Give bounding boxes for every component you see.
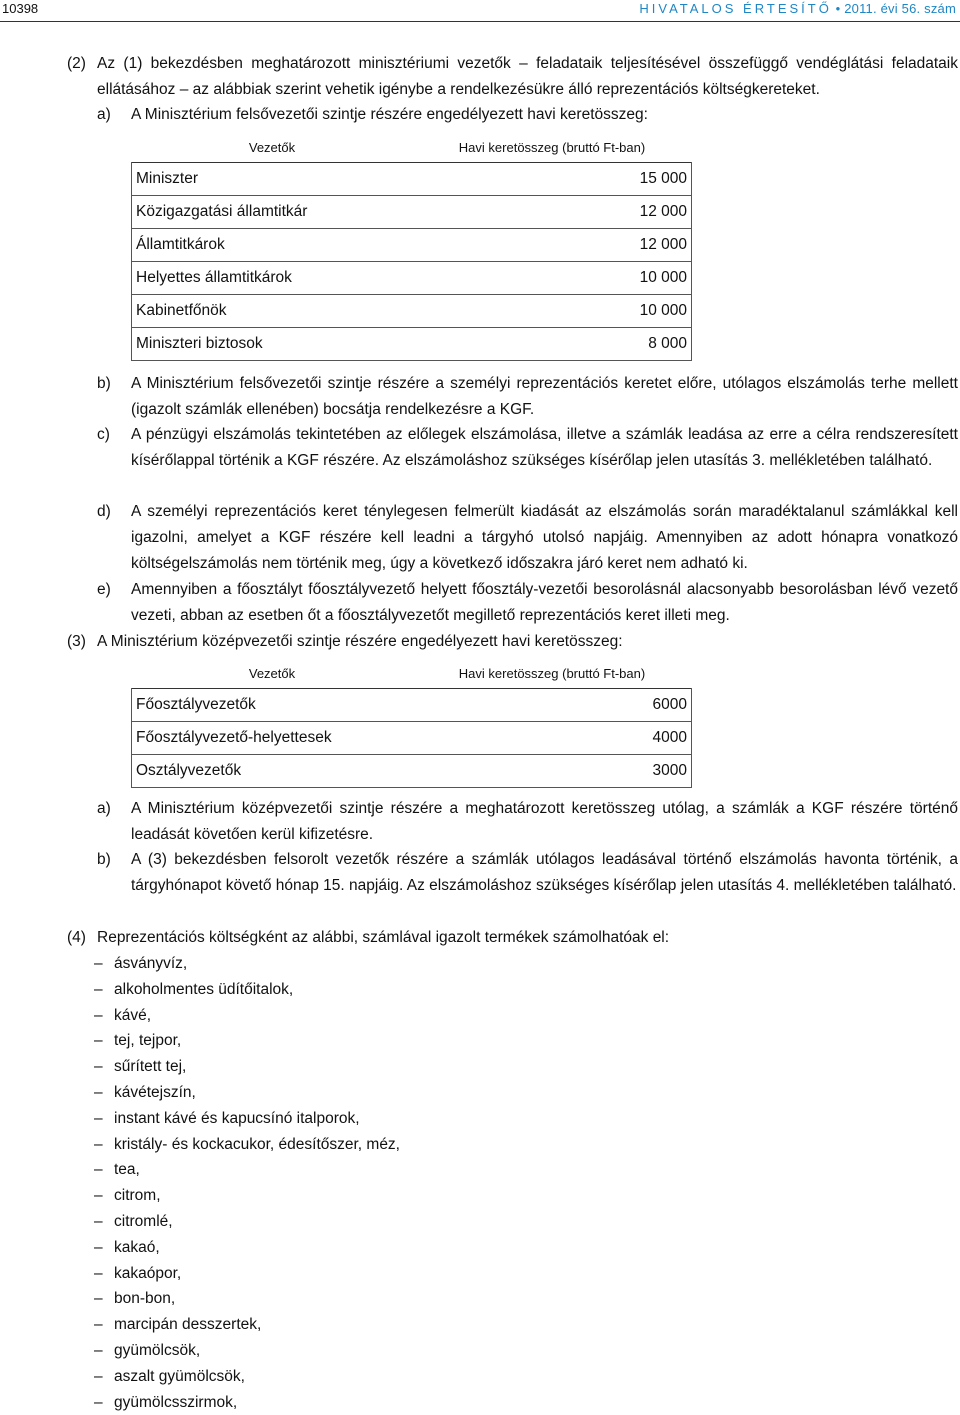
row-value: 10 000 — [413, 262, 692, 295]
dash-bullet: – — [94, 1341, 103, 1359]
dash-bullet: – — [94, 1161, 103, 1179]
table-header-row — [132, 658, 692, 689]
table-row — [132, 328, 692, 361]
row-name: Közigazgatási államtitkár — [132, 196, 413, 229]
list-item — [94, 1080, 400, 1106]
row-value: 15 000 — [413, 163, 692, 196]
header-rule — [0, 21, 960, 22]
section-2-item-d-text: A személyi reprezentációs keret ténylegesen felmerült kiadását az elszámolás során maradéktalanul számlákkal kell igazolni, amelyet a KGF részére kell leadni a tárgyhó utolsó napjáig. Amennyiben az adott hónapra vonatkozó költségelszámolás nem történik meg, úgy a következő időszakra járó keret nem adható ki. — [131, 503, 958, 572]
product-name: marcipán desszertek, — [114, 1316, 262, 1334]
section-2-item-e-text: Amennyiben a főosztályt főosztályvezető helyett főosztály-vezetői besorolásnál alacsonyabb besorolásban lévő vezető vezeti, abban az esetben őt a főosztályvezetőt megillető reprezentációs keret illeti meg. — [131, 581, 958, 624]
product-name: tea, — [114, 1161, 140, 1179]
row-name: Főosztályvezető-helyettesek — [132, 722, 413, 755]
product-name: aszalt gyümölcsök, — [114, 1367, 245, 1385]
section-2-text: Az (1) bekezdésben meghatározott minisztériumi vezetők – feladataik teljesítésével összefüggő vendéglátási feladataik ellátásához – az alábbiak szerint vehetik igénybe a rendelkezésükre álló reprezentációs költségkereteket. — [97, 55, 958, 98]
page-header — [0, 0, 960, 22]
dash-bullet: – — [94, 1212, 103, 1230]
list-item — [94, 1003, 400, 1029]
dash-bullet: – — [94, 1290, 103, 1308]
list-item — [94, 1183, 400, 1209]
page-number: 10398 — [2, 1, 39, 16]
row-name: Helyettes államtitkárok — [132, 262, 413, 295]
product-name: citrom, — [114, 1187, 161, 1205]
dash-bullet: – — [94, 1058, 103, 1076]
row-value: 4000 — [413, 722, 692, 755]
product-name: tej, tejpor, — [114, 1032, 182, 1050]
dash-bullet: – — [94, 1238, 103, 1256]
product-name: alkoholmentes üdítőitalok, — [114, 980, 294, 998]
row-name: Kabinetfőnök — [132, 295, 413, 328]
table-row — [132, 755, 692, 788]
section-2-item-b-text: A Minisztérium felsővezetői szintje részére a személyi reprezentációs keretet előre, utólagos elszámolás terhe mellett (igazolt számlák ellenében) bocsátja rendelkezésre a KGF. — [131, 375, 958, 418]
section-3-text: A Minisztérium középvezetői szintje részére engedélyezett havi keretösszeg: — [97, 633, 623, 650]
list-item — [94, 1157, 400, 1183]
row-name: Államtitkárok — [132, 229, 413, 262]
section-3-item-b-label: b) — [97, 851, 111, 868]
list-item — [94, 1028, 400, 1054]
section-2-item-d-label: d) — [97, 503, 111, 520]
row-name: Főosztályvezetők — [132, 689, 413, 722]
list-item — [94, 1106, 400, 1132]
list-item — [94, 951, 400, 977]
list-item — [94, 1209, 400, 1235]
table-header-row — [132, 132, 692, 163]
list-item — [94, 1132, 400, 1158]
row-name: Miniszteri biztosok — [132, 328, 413, 361]
dash-bullet: – — [94, 1083, 103, 1101]
list-item — [94, 1390, 400, 1415]
table-row — [132, 163, 692, 196]
dash-bullet: – — [94, 1264, 103, 1282]
column-header-amount: Havi keretösszeg (bruttó Ft-ban) — [458, 665, 646, 681]
list-item — [94, 1312, 400, 1338]
section-2-item-a-label: a) — [97, 106, 111, 123]
product-list — [94, 951, 400, 1415]
product-name: ásványvíz, — [114, 955, 188, 972]
list-item — [94, 1235, 400, 1261]
section-3-item-b-text: A (3) bekezdésben felsorolt vezetők részére a számlák utólagos leadásával történő elszámolás havonta történik, a tárgyhónapot követő hónap 15. napjáig. Az elszámoláshoz szükséges kísérőlap jelen utasítás 4. mellékletében található. — [131, 851, 958, 894]
section-2-item-c-text: A pénzügyi elszámolás tekintetében az előlegek elszámolása, illetve a számlák leadása az erre a célra rendszeresített kísérőlappal történik a KGF részére. Az elszámoláshoz szükséges kísérőlap jelen utasítás 3. mellékletében található. — [131, 426, 958, 469]
row-value: 12 000 — [413, 196, 692, 229]
dash-bullet: – — [94, 1393, 103, 1411]
row-value: 12 000 — [413, 229, 692, 262]
list-item — [94, 1364, 400, 1390]
section-4-number: (4) — [67, 929, 86, 946]
table-row — [132, 722, 692, 755]
dash-bullet: – — [94, 1316, 103, 1334]
row-name: Miniszter — [132, 163, 413, 196]
column-header-leaders: Vezetők — [248, 139, 296, 155]
column-header-leaders: Vezetők — [248, 665, 296, 681]
dash-bullet: – — [94, 1135, 103, 1153]
list-item — [94, 977, 400, 1003]
table-row — [132, 229, 692, 262]
product-name: sűrített tej, — [114, 1058, 187, 1076]
product-name: citromlé, — [114, 1212, 173, 1230]
dash-bullet: – — [94, 1109, 103, 1127]
section-3-item-a-label: a) — [97, 800, 111, 817]
section-2-item-a-text: A Minisztérium felsővezetői szintje részére engedélyezett havi keretösszeg: — [131, 106, 648, 123]
product-name: kávétejszín, — [114, 1083, 196, 1101]
product-name: bon-bon, — [114, 1290, 176, 1308]
row-name: Osztályvezetők — [132, 755, 413, 788]
journal-reference — [639, 1, 956, 16]
section-2-number: (2) — [67, 55, 86, 72]
list-item — [94, 1054, 400, 1080]
row-value: 8 000 — [413, 328, 692, 361]
table-row — [132, 295, 692, 328]
row-value: 10 000 — [413, 295, 692, 328]
dash-bullet: – — [94, 1006, 103, 1024]
product-name: kakaó, — [114, 1238, 160, 1256]
product-name: instant kávé és kapucsínó italporok, — [114, 1109, 360, 1127]
section-3-number: (3) — [67, 633, 86, 650]
dash-bullet: – — [94, 1187, 103, 1205]
product-name: gyümölcsszirmok, — [114, 1393, 238, 1411]
section-2-item-e-label: e) — [97, 581, 111, 598]
section-3-item-a-text: A Minisztérium középvezetői szintje részére a meghatározott keretösszeg utólag, a számlák a KGF részére történő leadását követően kerül kifizetésre. — [131, 800, 958, 843]
journal-title: HIVATALOS ÉRTESÍTŐ — [639, 1, 832, 16]
dash-bullet: – — [94, 1032, 103, 1050]
product-name: gyümölcsök, — [114, 1341, 201, 1359]
list-item — [94, 1338, 400, 1364]
dash-bullet: – — [94, 1367, 103, 1385]
dash-bullet: – — [94, 980, 103, 998]
table-row — [132, 262, 692, 295]
issue-info: 2011. évi 56. szám — [844, 1, 956, 16]
separator-bullet: • — [835, 1, 841, 16]
column-header-amount: Havi keretösszeg (bruttó Ft-ban) — [458, 139, 646, 155]
dash-bullet: – — [94, 955, 103, 972]
table-row — [132, 196, 692, 229]
list-item — [94, 1286, 400, 1312]
senior-leaders-budget-table — [131, 132, 692, 361]
section-4-text: Reprezentációs költségként az alábbi, számlával igazolt termékek számolhatóak el: — [97, 929, 670, 946]
table-row — [132, 689, 692, 722]
list-item — [94, 1261, 400, 1287]
row-value: 3000 — [413, 755, 692, 788]
product-name: kakaópor, — [114, 1264, 182, 1282]
row-value: 6000 — [413, 689, 692, 722]
section-2-item-b-label: b) — [97, 375, 111, 392]
section-2-item-c-label: c) — [97, 426, 110, 443]
product-name: kávé, — [114, 1006, 152, 1024]
product-name: kristály- és kockacukor, édesítőszer, méz, — [114, 1135, 400, 1153]
middle-leaders-budget-table — [131, 658, 692, 788]
